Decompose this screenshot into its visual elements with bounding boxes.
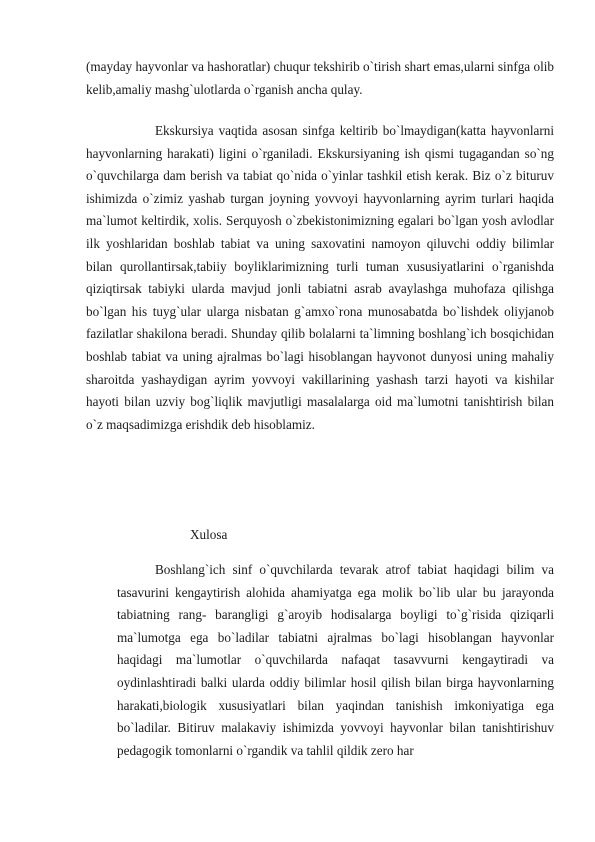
paragraph-excursion: Ekskursiya vaqtida asosan sinfga keltirib bo`lmaydigan(katta hayvonlarni hayvonlarning harakati) ligini o`rganiladi. Ekskursiyaning ish qismi tugagandan so`ng o`quvchilarga dam berish va tabiat qo`nida o`yinlar tashkil etish kerak. Biz o`z bituruv ishimizda o`zimiz yashab turgan joyning yovvoyi hayvonlarning ayrim turlari haqida ma`lumot keltirdik, xolis. Serquyosh o`zbekistonimizning egalari bo`lgan yosh avlodlar ilk yoshlaridan boshlab tabiat va uning saxovatini namoyon qiluvchi oddiy bilimlar bilan qurollantirsak,tabiiy boyliklarimizning turli tuman xususiyatlarini o`rganishda qiziqtirsak tabiyki ularda mavjud jonli tabiatni asrab avaylashga muhofaza qilishga bo`lgan his tuyg`ular ularga nisbatan g`amxo`rona munosabatda bo`lishdek oliyjanob fazilatlar shakilona beradi. Shunday qilib bolalarni ta`limning boshlang`ich bosqichidan boshlab tabiat va uning ajralmas bo`lagi hisoblangan hayvonot dunyosi uning mahaliy sharoitda yashaydigan ayrim yovvoyi vakillarining yashash tarzi hayoti va kishilar hayoti bilan uzviy bog`liqlik mavjutligi masalalarga oid ma`lumotni tanishtirish bilan o`z maqsadimizga erishdik deb hisoblamiz. — [86, 123, 554, 432]
section-heading-conclusion: Xulosa — [190, 527, 228, 542]
paragraph-continuation: (mayday hayvonlar va hashoratlar) chuqur tekshirib o`tirish shart emas,ularni sinfga olib kelib,amaliy mashg`ulotlarda o`rganish ancha qulay. — [86, 59, 554, 97]
paragraph-conclusion: Boshlang`ich sinf o`quvchilarda tevarak atrof tabiat haqidagi bilim va tasavurini kengaytirish alohida ahamiyatga ega molik bo`lib ular bu jarayonda tabiatning rang- barangligi g`aroyib hodisalarga boyligi to`g`risida qiziqarli ma`lumotga ega bo`ladilar tabiatni ajralmas bo`lagi hisoblangan hayvonlar haqidagi ma`lumotlar o`quvchilarda nafaqat tasavvurni kengaytiradi va oydinlashtiradi balki ularda oddiy bilimlar hosil qilish bilan birga hayvonlarning harakati,biologik xususiyatlari bilan yaqindan tanishish imkoniyatiga ega bo`ladilar. Bitiruv malakaviy ishimizda yovvoyi hayvonlar bilan tanishtirishuv pedagogik tomonlarni o`rgandik va tahlil qildik zero har — [117, 562, 554, 758]
